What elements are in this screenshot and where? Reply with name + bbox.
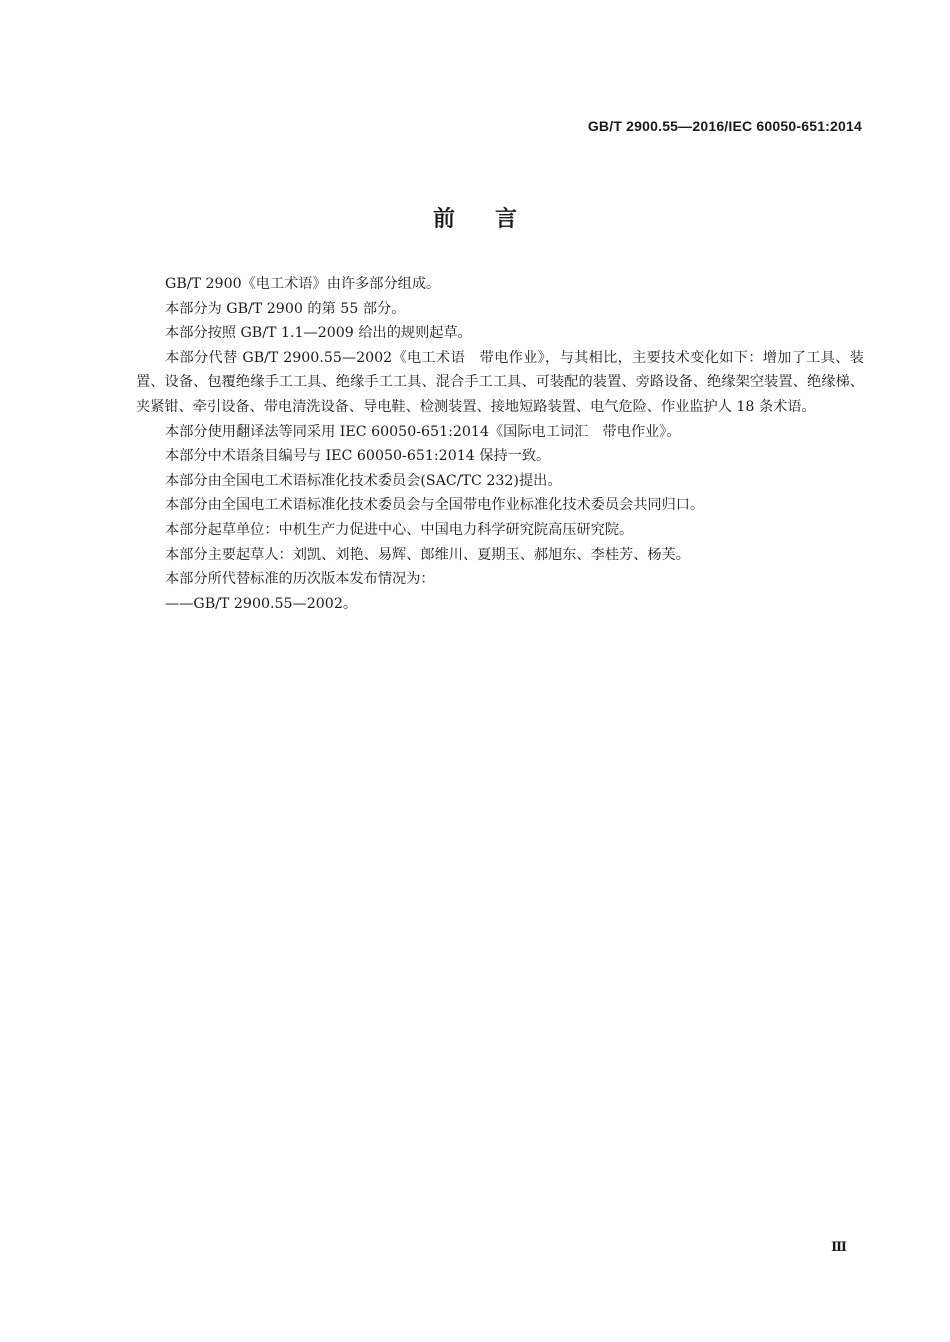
paragraph-under-jurisdiction: 本部分由全国电工术语标准化技术委员会与全国带电作业标准化技术委员会共同归口。 xyxy=(165,497,705,514)
paragraph-term-numbering: 本部分中术语条目编号与 IEC 60050-651:2014 保持一致。 xyxy=(165,448,551,465)
paragraph-drafting-units: 本部分起草单位：中机生产力促进中心、中国电力科学研究院高压研究院。 xyxy=(165,521,634,538)
paragraph-translation: 本部分使用翻译法等同采用 IEC 60050-651:2014《国际电工词汇 带电作业》。 xyxy=(165,423,681,440)
page-number: Ⅲ xyxy=(831,1240,847,1255)
paragraph-previous-edition-item: ——GB/T 2900.55—2002。 xyxy=(165,595,358,612)
paragraph-composition: GB/T 2900《电工术语》由许多部分组成。 xyxy=(165,276,441,292)
paragraph-drafting-rules: 本部分按照 GB/T 1.1—2009 给出的规则起草。 xyxy=(165,325,472,342)
paragraph-drafters: 本部分主要起草人：刘凯、刘艳、易辉、郎维川、夏期玉、郝旭东、李桂芳、杨芙。 xyxy=(165,546,690,563)
paragraph-previous-editions: 本部分所代替标准的历次版本发布情况为： xyxy=(165,571,435,588)
paragraph-part-number: 本部分为 GB/T 2900 的第 55 部分。 xyxy=(165,300,406,317)
paragraph-replacement: 本部分代替 GB/T 2900.55—2002《电工术语 带电作业》，与其相比，主要技术变化如下：增加了工具、装置、设备、包覆绝缘手工工具、绝缘手工工具、混合手工工具、可装配的装置、旁路设备、绝缘架空装置、绝缘梯、夹紧钳、牵引设备、带电清洗设备、导电鞋、检测装置、接地短路装置、电气危险、作业监护人 18 条术语。 xyxy=(136,349,864,415)
page-title: 前言 xyxy=(432,207,557,232)
paragraph-proposed-by: 本部分由全国电工术语标准化技术委员会(SAC/TC 232)提出。 xyxy=(165,472,562,489)
foreword-body xyxy=(136,272,864,616)
standard-code-header: GB/T 2900.55—2016/IEC 60050-651:2014 xyxy=(587,118,862,134)
